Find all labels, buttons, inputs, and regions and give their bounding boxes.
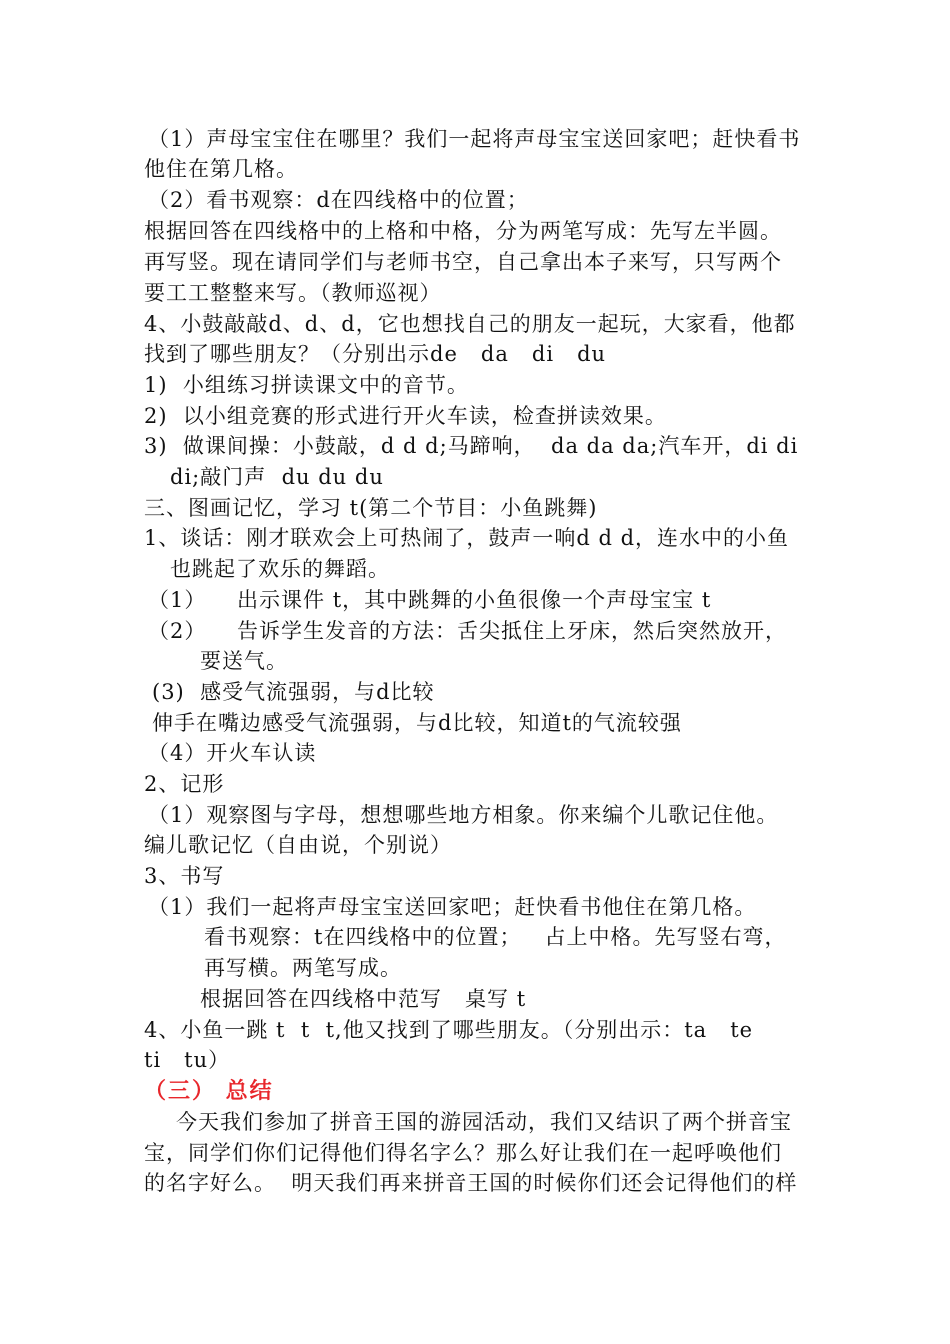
- text-line: 三、图画记忆，学习 t(第二个节目：小鱼跳舞): [144, 496, 598, 520]
- text-line: 今天我们参加了拼音王国的游园活动，我们又结识了两个拼音宝: [176, 1110, 792, 1134]
- text-line: 4、小鼓敲敲d、d、d，它也想找自己的朋友一起玩，大家看，他都: [144, 312, 796, 336]
- text-line: 宝，同学们你们记得他们得名字么？那么好让我们在一起呼唤他们: [144, 1141, 782, 1165]
- section-heading: （三） 总结: [144, 1078, 274, 1104]
- text-line: （4）开火车认读: [148, 741, 317, 765]
- text-line: 3、书写: [144, 864, 225, 888]
- text-line: （2） 告诉学生发音的方法：舌尖抵住上牙床，然后突然放开，: [148, 619, 788, 643]
- text-line: 3) 做课间操：小鼓敲，d d d;马蹄响， da da da;汽车开，di di: [144, 434, 799, 458]
- text-line: 2、记形: [144, 772, 225, 796]
- text-line: 他住在第几格。: [144, 157, 298, 181]
- text-line: ti tu）: [144, 1048, 231, 1072]
- text-line: 伸手在嘴边感受气流强弱，与d比较，知道t的气流较强: [152, 711, 682, 735]
- text-line: 2) 以小组竞赛的形式进行开火车读，检查拼读效果。: [144, 404, 667, 428]
- text-line: 根据回答在四线格中的上格和中格，分为两笔写成：先写左半圆。: [144, 219, 782, 243]
- text-line: 1) 小组练习拼读课文中的音节。: [144, 373, 469, 397]
- text-line: 看书观察：t在四线格中的位置； 占上中格。先写竖右弯，: [204, 925, 787, 949]
- text-line: （1）观察图与字母，想想哪些地方相象。你来编个儿歌记住他。: [148, 803, 779, 827]
- text-line: (3) 感受气流强弱，与d比较: [152, 680, 435, 704]
- text-line: di;敲门声 du du du: [170, 465, 384, 489]
- text-line: 再写横。两笔写成。: [204, 956, 402, 980]
- text-line: 要送气。: [200, 649, 288, 673]
- text-line: 根据回答在四线格中范写 桌写 t: [200, 987, 527, 1011]
- text-line: 找到了哪些朋友？（分别出示de da di du: [144, 342, 607, 366]
- text-line: （2）看书观察：d在四线格中的位置；: [148, 188, 529, 212]
- text-line: 4、小鱼一跳 t t t,他又找到了哪些朋友。（分别出示：ta te: [144, 1018, 754, 1042]
- text-line: 1、谈话：刚才联欢会上可热闹了，鼓声一响d d d，连水中的小鱼: [144, 526, 790, 550]
- text-line: 再写竖。现在请同学们与老师书空，自己拿出本子来写，只写两个: [144, 250, 782, 274]
- text-line: 要工工整整来写。（教师巡视）: [144, 281, 442, 305]
- text-line: （1）声母宝宝住在哪里？我们一起将声母宝宝送回家吧；赶快看书: [148, 127, 801, 151]
- text-line: 的名字好么。 明天我们再来拼音王国的时候你们还会记得他们的样: [144, 1171, 798, 1195]
- text-line: （1）我们一起将声母宝宝送回家吧；赶快看书他住在第几格。: [148, 895, 757, 919]
- text-line: （1） 出示课件 t，其中跳舞的小鱼很像一个声母宝宝 t: [148, 588, 712, 612]
- text-line: 也跳起了欢乐的舞蹈。: [170, 557, 390, 581]
- text-line: 编儿歌记忆（自由说，个别说）: [144, 833, 452, 857]
